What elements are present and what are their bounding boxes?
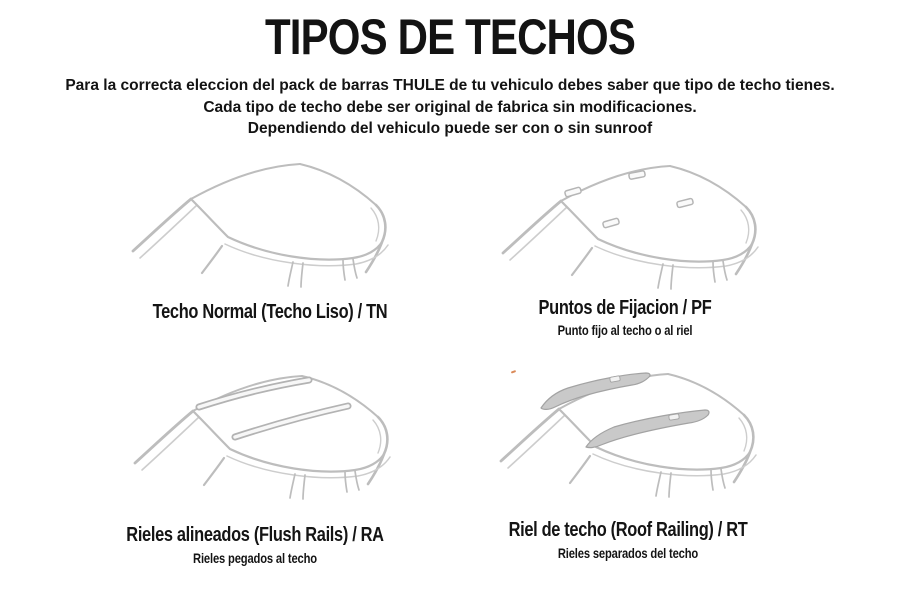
intro-line-1: Para la correcta eleccion del pack de barras THULE de tu vehiculo debes saber que tipo de techo tienes. (65, 77, 835, 94)
roof-type-label-ra: Rieles alineados (Flush Rails) / RA (126, 524, 384, 546)
plain-roof-illustration (129, 150, 429, 300)
roof-type-sublabel-rt: Rieles separados del techo (557, 545, 699, 561)
roof-type-label-rt: Riel de techo (Roof Railing) / RT (508, 519, 748, 541)
intro-line-3: Dependiendo del vehiculo puede ser con o sin sunroof (247, 120, 653, 137)
raised-rails-roof-illustration (497, 360, 797, 510)
roof-type-label-tn: Techo Normal (Techo Liso) / TN (152, 301, 388, 323)
fixpoints-roof-illustration (499, 152, 799, 302)
page-title: TIPOS DE TECHOS (264, 9, 636, 65)
intro-text (14, 75, 887, 140)
fixpoint-markers (564, 171, 693, 229)
raised-rails (511, 370, 709, 448)
intro-line-2: Cada tipo de techo debe ser original de fabrica sin modificaciones. (203, 98, 697, 116)
roof-type-sublabel-pf: Punto fijo al techo o al riel (557, 322, 693, 338)
stray-orange-mark (511, 370, 516, 374)
roof-type-label-pf: Puntos de Fijacion / PF (538, 297, 712, 319)
flush-rails (199, 380, 348, 437)
roof-type-sublabel-ra: Rieles pegados al techo (193, 550, 317, 566)
flush-rails-roof-illustration (131, 362, 431, 512)
